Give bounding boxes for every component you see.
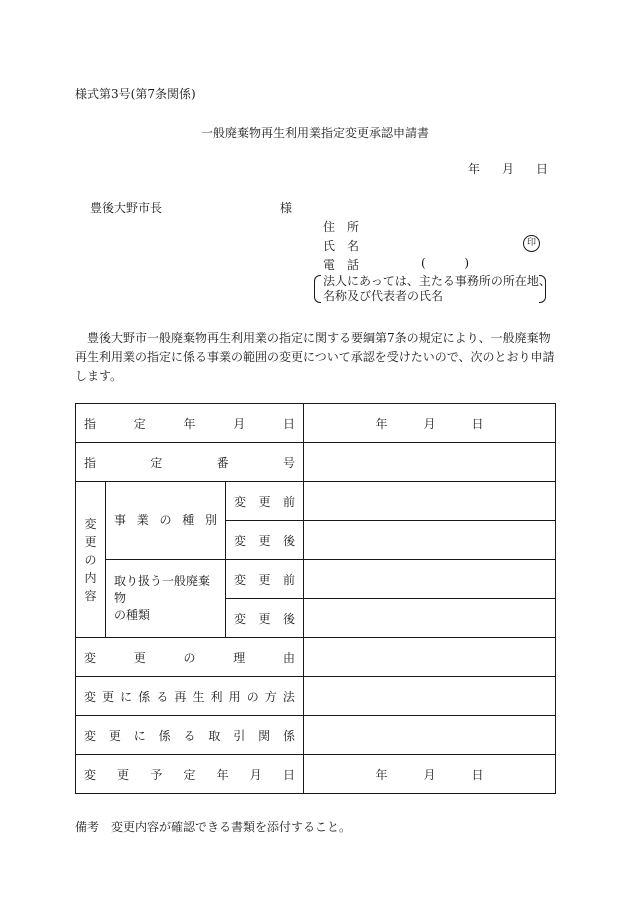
corp-note-line1: 法人にあっては、主たる事務所の所在地、: [323, 274, 551, 288]
transaction-row: [76, 716, 556, 755]
reason-field[interactable]: [304, 638, 556, 677]
waste-type-before-field[interactable]: [304, 560, 556, 599]
left-bracket: [314, 275, 321, 303]
honorific: 様: [280, 201, 293, 215]
transaction-field[interactable]: [304, 716, 556, 755]
form-number: 様式第3号(第7条関係): [75, 87, 196, 101]
recycle-method-row: [76, 677, 556, 716]
scheduled-date-row: [76, 755, 556, 794]
reason-label: 変 更 の 理 由: [76, 638, 304, 677]
application-date: [468, 160, 548, 177]
waste-type-after-field[interactable]: [304, 599, 556, 638]
waste-type-before-row: [76, 560, 556, 599]
business-type-after-label: 変 更 後: [226, 521, 304, 560]
scheduled-date-label: 変 更 予 定 年 月 日: [76, 755, 304, 794]
waste-type-before-label: 変 更 前: [226, 560, 304, 599]
recycle-method-label: 変 更 に 係 る 再 生 利 用 の 方 法: [76, 677, 304, 716]
business-type-before-row: [76, 482, 556, 521]
tel-label: 電 話: [323, 258, 359, 272]
business-type-after-field[interactable]: [304, 521, 556, 560]
designation-date-field[interactable]: 年 月 日: [304, 404, 556, 443]
date-year-label: 年: [468, 162, 481, 176]
corporation-note: [314, 274, 551, 304]
transaction-label: 変 更 に 係 る 取 引 関 係: [76, 716, 304, 755]
recycle-method-field[interactable]: [304, 677, 556, 716]
remarks-text: 変更内容が確認できる書類を添付すること。: [111, 820, 352, 834]
scheduled-date-field[interactable]: 年 月 日: [304, 755, 556, 794]
business-type-before-field[interactable]: [304, 482, 556, 521]
waste-type-after-label: 変 更 後: [226, 599, 304, 638]
designation-date-label: 指 定 年 月 日: [76, 404, 304, 443]
change-content-label: 変 更 の 内 容: [76, 482, 106, 638]
name-label: 氏 名: [323, 239, 359, 253]
application-table: [75, 403, 556, 794]
business-type-label: 事 業 の 種 別: [106, 482, 226, 560]
seal-mark: 印: [523, 235, 540, 252]
date-day-label: 日: [535, 162, 548, 176]
designation-date-row: [76, 404, 556, 443]
addressee: 豊後大野市長: [90, 201, 163, 215]
body-text: 豊後大野市一般廃棄物再生利用業の指定に関する要綱第7条の規定により、一般廃棄物再生利用業の指定に係る事業の範囲の変更について承認を受けたいので、次のとおり申請します。: [75, 331, 555, 383]
designation-number-row: [76, 443, 556, 482]
tel-area-code-parens: ( ): [421, 256, 469, 270]
document-title: 一般廃棄物再生利用業指定変更承認申請書: [200, 126, 429, 140]
designation-number-field[interactable]: [304, 443, 556, 482]
remarks: [75, 818, 351, 835]
business-type-before-label: 変 更 前: [226, 482, 304, 521]
date-month-label: 月: [501, 162, 514, 176]
corp-note-line2: 名称及び代表者の氏名: [323, 289, 444, 303]
designation-number-label: 指 定 番 号: [76, 443, 304, 482]
waste-type-label: 取り扱う一般廃棄物 の種類: [106, 560, 226, 638]
address-label: 住 所: [323, 220, 359, 234]
remarks-label: 備考: [75, 820, 100, 834]
reason-row: [76, 638, 556, 677]
